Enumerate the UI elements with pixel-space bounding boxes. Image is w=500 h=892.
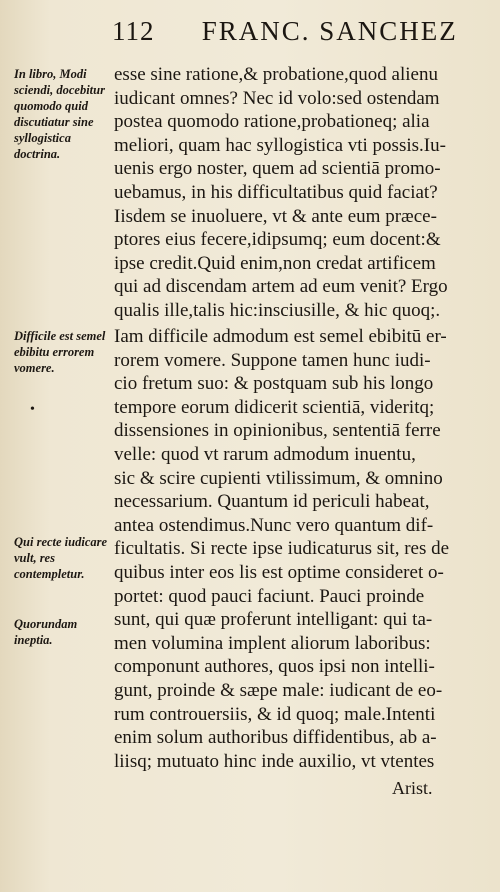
text-line: tempore eorum didicerit scientiā, videritq; <box>114 396 435 418</box>
text-line: componunt authores, quos ipsi non intelli- <box>114 656 435 678</box>
text-line: ipse credit.Quid enim,non credat artificem <box>114 252 436 274</box>
margin-note: Quorundam ineptia. <box>14 617 78 647</box>
text-line: cio fretum suo: & postquam sub his longo <box>114 373 434 395</box>
margin-mark-icon: • <box>30 402 35 417</box>
text-line: enim solum authoribus diffidentibus, ab a- <box>114 727 437 749</box>
text-line: Iisdem se inuoluere, vt & ante eum præce- <box>114 205 437 227</box>
text-line: dissensiones in opinionibus, sententiā ferre <box>114 420 441 442</box>
text-line: antea ostendimus.Nunc vero quantum dif- <box>114 514 434 536</box>
margin-note: Difficile est semel ebibitu errorem vomere. <box>14 329 106 375</box>
text-line: postea quomodo ratione,probationeq; alia <box>114 111 430 133</box>
text-line: liisq; mutuato hinc inde auxilio, vt vtentes <box>114 750 435 772</box>
text-line: uenis ergo noster, quem ad scientiā promo- <box>114 158 441 180</box>
margin-note: Qui recte iudicare vult, res contempletur. <box>14 535 108 581</box>
page-number: 112 <box>112 16 155 46</box>
text-line: qui ad discendam artem ad eum venit? Ergo <box>114 276 448 298</box>
text-line: necessarium. Quantum id periculi habeat, <box>114 491 430 513</box>
catchword: Arist. <box>392 778 433 798</box>
text-line: uebamus, in his difficultatibus quid faciat? <box>114 182 438 203</box>
text-line: rorem vomere. Suppone tamen hunc iudi- <box>114 349 431 371</box>
text-line: velle: quod vt rarum admodum inuentu, <box>114 444 416 465</box>
text-line: meliori, quam hac syllogistica vti possis.Iu- <box>114 134 446 156</box>
text-line: iudicant omnes? Nec id volo:sed ostendam <box>114 87 440 109</box>
text-line: Iam difficile admodum est semel ebibitū er- <box>114 326 447 347</box>
margin-note: In libro, Modi sciendi, docebitur quomodo quid discutiatur sine syllogistica doctrina. <box>14 67 105 161</box>
text-line: sic & scire cupienti vtilissimum, & omnino <box>114 467 443 489</box>
text-line: quibus inter eos lis est optime consideret o- <box>114 562 444 583</box>
text-line: ficultatis. Si recte ipse iudicaturus sit, res de <box>114 538 450 560</box>
text-line: ptores eius fecere,idipsumq; eum docent:& <box>114 229 441 251</box>
text-line: esse sine ratione,& probatione,quod alienu <box>114 64 438 85</box>
text-line: gunt, proinde & sæpe male: iudicant de eo- <box>114 680 443 701</box>
text-line: sunt, qui quæ proferunt intelligant: qui ta- <box>114 609 433 631</box>
page-header <box>112 16 458 47</box>
running-title: FRANC. SANCHEZ <box>201 16 458 46</box>
text-line: qualis ille,talis hic:insciusille, & hic quoq;. <box>114 300 441 321</box>
text-line: men volumina implent aliorum laboribus: <box>114 632 431 654</box>
text-line: rum controuersiis, & id quoq; male.Intenti <box>114 703 436 725</box>
text-line: portet: quod pauci faciunt. Pauci proinde <box>114 585 425 607</box>
